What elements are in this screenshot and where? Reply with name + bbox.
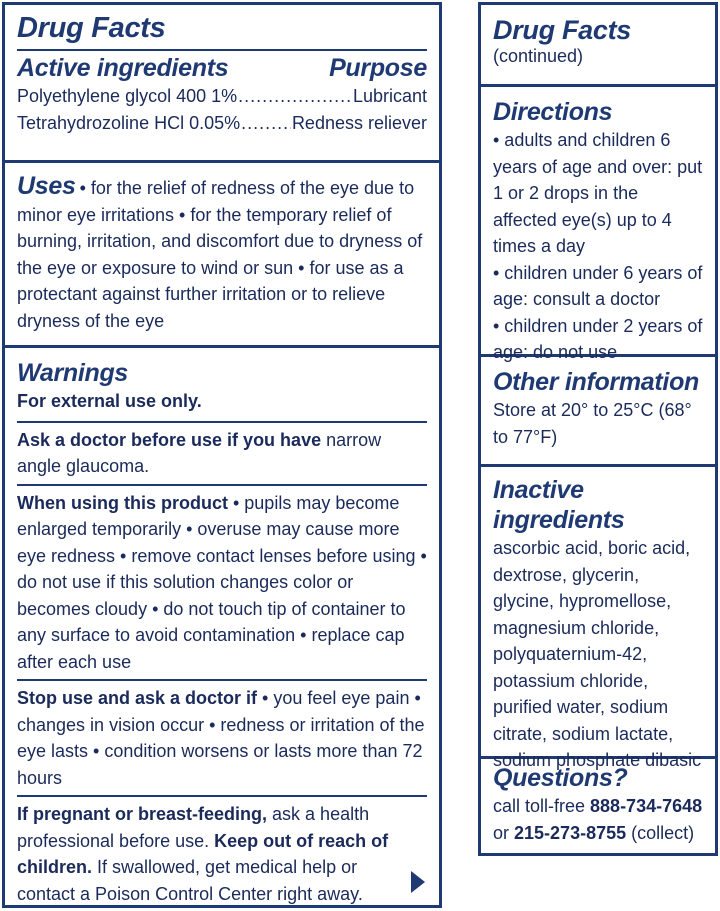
ingredient-purpose: Lubricant xyxy=(352,86,427,106)
drug-facts-title-continued: Drug Facts xyxy=(493,15,632,45)
stop-use-block xyxy=(17,679,427,791)
directions-heading: Directions xyxy=(493,98,613,126)
questions-heading: Questions? xyxy=(493,764,628,792)
drug-facts-panel-right xyxy=(478,2,718,856)
call-prefix: call toll-free xyxy=(493,796,591,816)
pregnant-text: ask a health professional before use. xyxy=(17,804,370,851)
inactive-ingredients-section xyxy=(481,467,715,770)
ingredient-purpose: Redness reliever xyxy=(291,112,427,133)
ask-doctor-text: narrow angle glaucoma. xyxy=(17,429,382,476)
inactive-ingredients-heading: Inactive ingredients xyxy=(493,476,625,534)
directions-section xyxy=(481,87,715,362)
when-using-bold: When using this product xyxy=(17,492,228,513)
when-using-block xyxy=(17,484,427,676)
drug-facts-title: Drug Facts xyxy=(17,12,166,44)
divider xyxy=(17,49,427,51)
collect-label: (collect) xyxy=(626,822,695,843)
when-using-text: • pupils may become enlarged temporarily • overuse may cause more eye redness • remove contact lenses before using • do not use if this solution changes color or becomes cloudy • do not touch tip of container to any surface to avoid contamination • replace cap after each use xyxy=(17,492,427,672)
pregnant-bold: If pregnant or breast-feeding, xyxy=(17,804,268,824)
leader-dots xyxy=(241,110,291,137)
warnings-section xyxy=(5,348,439,905)
ingredient-name: Polyethylene glycol 400 1% xyxy=(17,86,238,106)
purpose-heading: Purpose xyxy=(329,54,427,82)
phone-number-1: 888-734-7648 xyxy=(590,796,703,816)
continued-label: (continued) xyxy=(493,46,584,66)
external-use-text: For external use only. xyxy=(17,391,202,411)
warnings-heading: Warnings xyxy=(17,359,129,387)
questions-section xyxy=(481,759,715,853)
continued-header-section xyxy=(481,5,715,87)
stop-use-text: • you feel eye pain • changes in vision occur • redness or irritation of the eye lasts • condition worsens or lasts more than 72 hours xyxy=(17,688,425,788)
ask-doctor-bold: Ask a doctor before use if you have xyxy=(17,429,322,450)
active-ingredients-section xyxy=(5,5,439,163)
other-information-text: Store at 20° to 25°C (68° to 77°F) xyxy=(493,400,692,447)
or-prefix: or xyxy=(493,822,515,843)
stop-use-bold: Stop use and ask a doctor if xyxy=(17,688,258,708)
other-information-heading: Other information xyxy=(493,368,700,396)
phone-number-2: 215-273-8755 xyxy=(514,822,627,843)
uses-text xyxy=(17,171,427,334)
uses-section xyxy=(5,163,439,348)
ingredient-row xyxy=(17,110,427,137)
uses-heading: Uses xyxy=(17,172,76,200)
ingredient-name: Tetrahydrozoline HCl 0.05% xyxy=(17,112,241,133)
ask-doctor-block xyxy=(17,421,427,480)
drug-facts-panel-left xyxy=(2,2,442,908)
other-information-section xyxy=(481,357,715,467)
directions-item: • children under 6 years of age: consult a doctor xyxy=(493,262,703,309)
keep-out-bold: Keep out of reach of children. xyxy=(17,830,389,877)
directions-item: • children under 2 years of age: do not use xyxy=(493,315,703,362)
phone-line-2 xyxy=(493,820,703,847)
leader-dots xyxy=(238,83,352,110)
triangle-right-icon xyxy=(411,871,425,893)
active-ingredients-heading: Active ingredients xyxy=(17,54,229,82)
ingredient-row xyxy=(17,83,427,110)
keep-out-text: If swallowed, get medical help or contact a Poison Control Center right away. xyxy=(17,857,363,904)
ingredients-header xyxy=(17,53,427,83)
pregnancy-block xyxy=(17,795,427,907)
uses-body: • for the relief of redness of the eye due to minor eye irritations • for the temporary relief of burning, irritation, and discomfort due to dryness of the eye or exposure to wind or sun • for use as a protectant against further irritation or to relieve dryness of the eye xyxy=(17,178,423,331)
directions-item: • adults and children 6 years of age and over: put 1 or 2 drops in the affected eye(s) up to 4 times a day xyxy=(493,130,703,256)
inactive-ingredients-text: ascorbic acid, boric acid, dextrose, glycerin, glycine, hypromellose, magnesium chloride, polyquaternium-42, potassium chloride, purified water, sodium citrate, sodium lactate, sodium phosphate dibasic xyxy=(493,538,702,770)
phone-line-1 xyxy=(493,793,703,820)
